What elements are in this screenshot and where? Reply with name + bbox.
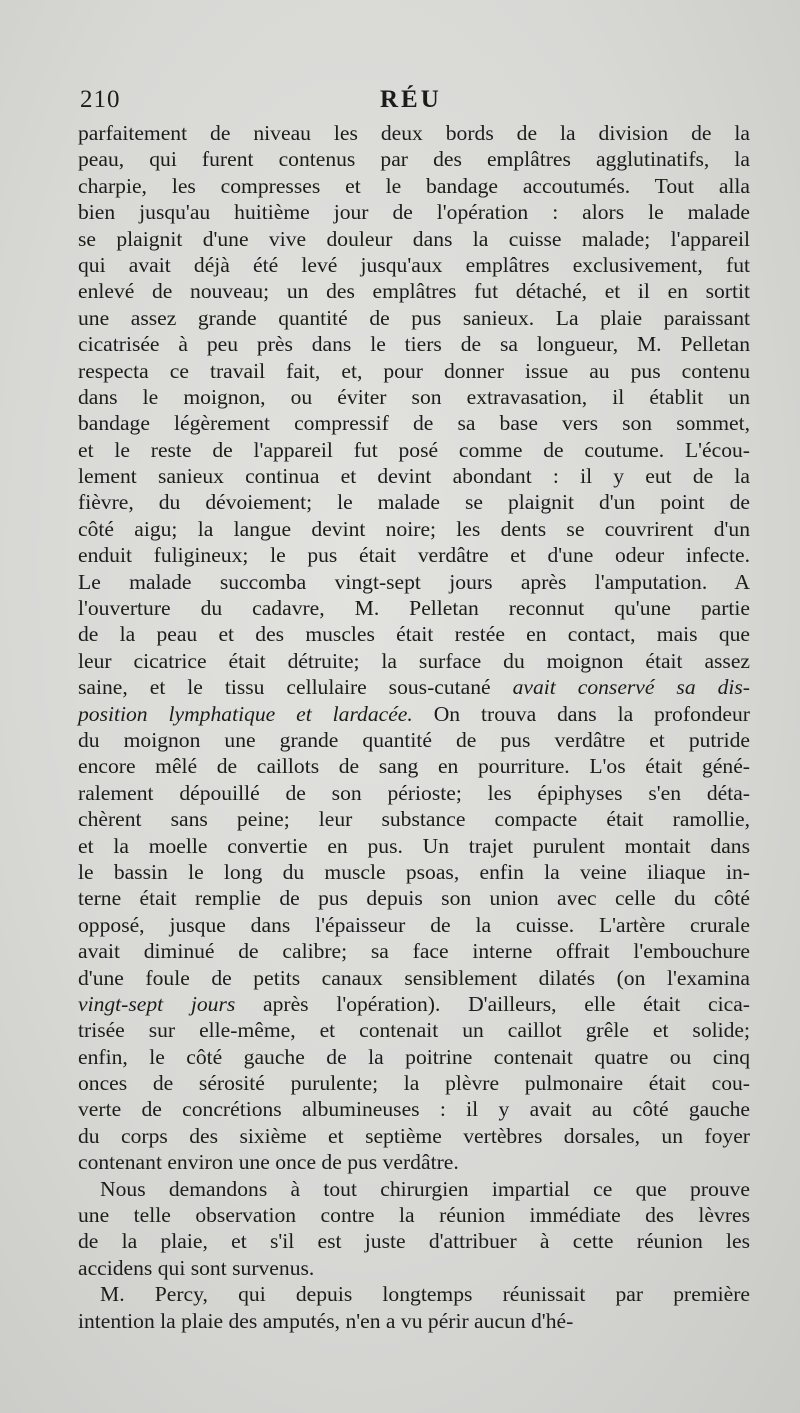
text-line: encore mêlé de caillots de sang en pourriture. L'os était géné- <box>78 754 750 779</box>
text-line: leur cicatrice était détruite; la surface du moignon était assez <box>78 648 750 673</box>
text-line: avait diminué de calibre; sa face interne offrait l'embouchure <box>78 939 750 964</box>
text-line: parfaitement de niveau les deux bords de la division de la <box>78 121 750 145</box>
text-line: terne était remplie de pus depuis son union avec celle du côté <box>78 886 750 911</box>
text-line: respecta ce travail fait, et, pour donner issue au pus contenu <box>78 358 750 383</box>
text-line: onces de sérosité purulente; la plèvre pulmonaire était cou- <box>78 1071 750 1096</box>
text-line: contenant environ une once de pus verdâtre. <box>78 1150 459 1175</box>
text-line: bien jusqu'au huitième jour de l'opération : alors le malade <box>78 200 750 225</box>
paragraph <box>78 1176 750 1282</box>
text-line: se plaignit d'une vive douleur dans la cuisse malade; l'appareil <box>78 226 750 251</box>
text-line: l'ouverture du cadavre, M. Pelletan reconnut qu'une partie <box>78 596 750 621</box>
text-line: et la moelle convertie en pus. Un trajet purulent montait dans <box>78 833 750 858</box>
text-line: chèrent sans peine; leur substance compacte était ramollie, <box>78 807 750 832</box>
text-line: enfin, le côté gauche de la poitrine contenait quatre ou cinq <box>78 1044 750 1069</box>
text-line: enduit fuligineux; le pus était verdâtre et d'une odeur infecte. <box>78 543 750 568</box>
text-line: charpie, les compresses et le bandage accoutumés. Tout alla <box>78 173 750 198</box>
text-line: et le reste de l'appareil fut posé comme de coutume. L'écou- <box>78 437 750 462</box>
text-line: de la plaie, et s'il est juste d'attribuer à cette réunion les <box>78 1229 750 1254</box>
paragraph <box>78 1281 750 1334</box>
text-line: du moignon une grande quantité de pus verdâtre et putride <box>78 727 750 752</box>
body-text <box>78 120 750 1334</box>
text-line: une telle observation contre la réunion immédiate des lèvres <box>78 1203 750 1228</box>
text-line: opposé, jusque dans l'épaisseur de la cuisse. L'artère crurale <box>78 912 750 937</box>
text-line: qui avait déjà été levé jusqu'aux emplâtres exclusivement, fut <box>78 252 750 277</box>
running-head: RÉU <box>380 86 442 113</box>
page-number: 210 <box>80 86 121 113</box>
text-line: du corps des sixième et septième vertèbres dorsales, un foyer <box>78 1123 750 1148</box>
text-line: lement sanieux continua et devint abondant : il y eut de la <box>78 464 750 489</box>
text-line: vingt-sept jours après l'opération). D'ailleurs, elle était cica- <box>78 991 751 1016</box>
text-line: Nous demandons à tout chirurgien impartial ce que prouve <box>100 1176 750 1201</box>
text-line: dans le moignon, ou éviter son extravasation, il établit un <box>78 384 750 409</box>
text-line: cicatrisée à peu près dans le tiers de sa longueur, M. Pelletan <box>78 332 750 357</box>
text-line: peau, qui furent contenus par des emplâtres agglutinatifs, la <box>78 147 750 172</box>
text-line: enlevé de nouveau; un des emplâtres fut détaché, et il en sortit <box>78 279 750 304</box>
text-line: fièvre, du dévoiement; le malade se plaignit d'un point de <box>78 490 750 515</box>
text-line: position lymphatique et lardacée. On trouva dans la profondeur <box>78 701 750 726</box>
text-line: côté aigu; la langue devint noire; les dents se couvrirent d'un <box>78 516 750 541</box>
text-line: saine, et le tissu cellulaire sous-cutané avait conservé sa dis- <box>78 675 750 700</box>
paragraph <box>78 120 750 1176</box>
text-line: ralement dépouillé de son périoste; les épiphyses s'en déta- <box>78 780 750 805</box>
text-line: verte de concrétions albumineuses : il y avait au côté gauche <box>78 1097 750 1122</box>
page-header <box>80 86 740 120</box>
text-line: d'une foule de petits canaux sensiblement dilatés (on l'examina <box>78 965 750 990</box>
text-line: Le malade succomba vingt-sept jours après l'amputation. A <box>78 569 750 594</box>
text-line: bandage légèrement compressif de sa base vers son sommet, <box>78 411 750 436</box>
text-line: M. Percy, qui depuis longtemps réunissait par première <box>100 1282 750 1307</box>
text-line: trisée sur elle-même, et contenait un caillot grêle et solide; <box>78 1018 750 1043</box>
text-line: le bassin le long du muscle psoas, enfin la veine iliaque in- <box>78 859 750 884</box>
text-line: accidens qui sont survenus. <box>78 1255 315 1280</box>
text-line: de la peau et des muscles était restée en contact, mais que <box>78 622 750 647</box>
text-line: intention la plaie des amputés, n'en a vu périr aucun d'hé- <box>78 1308 574 1333</box>
text-line: une assez grande quantité de pus sanieux. La plaie paraissant <box>78 305 750 330</box>
